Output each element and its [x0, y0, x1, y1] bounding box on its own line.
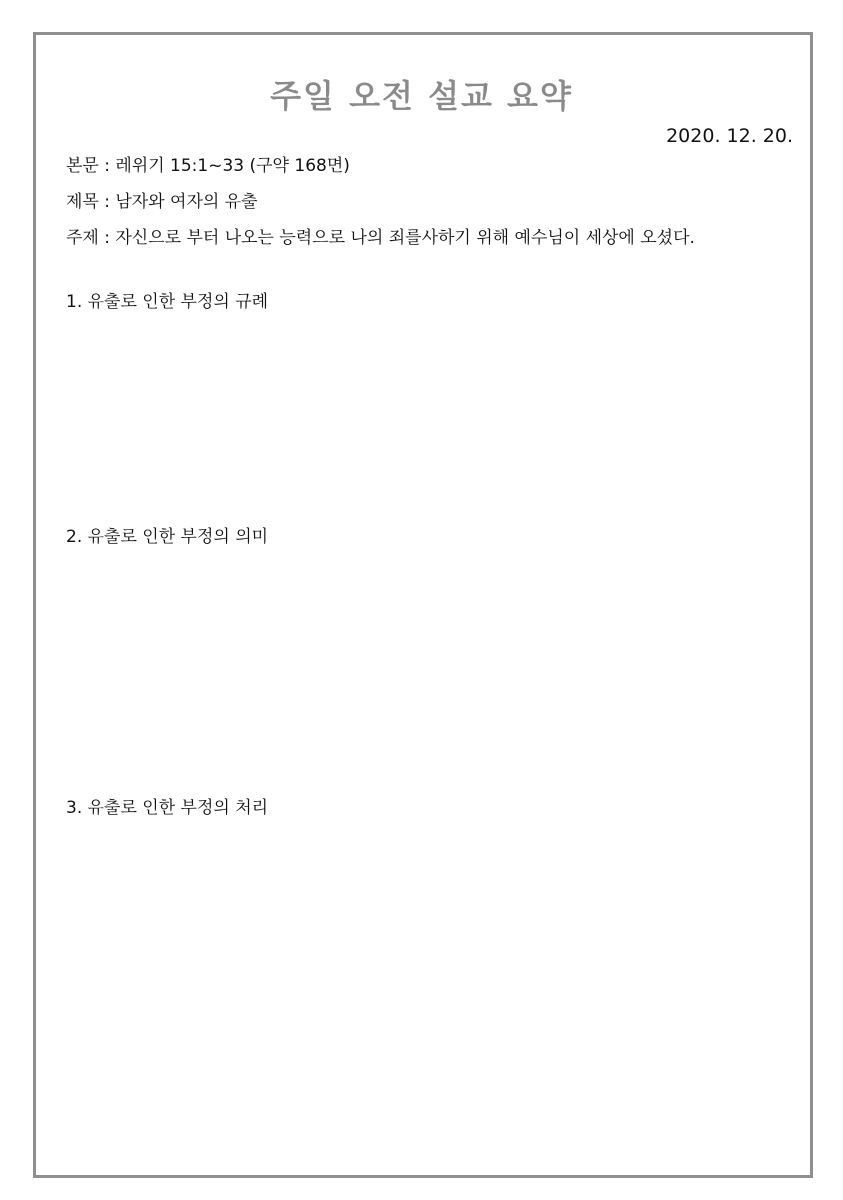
section-heading-2: 2. 유출로 인한 부정의 의미: [66, 527, 269, 547]
document-title: 주일 오전 설교 요약: [270, 77, 573, 115]
section-heading-3: 3. 유출로 인한 부정의 처리: [66, 798, 269, 818]
sermon-date: 2020. 12. 20.: [666, 125, 793, 147]
section-body-3[interactable]: [66, 826, 776, 1156]
section-body-1[interactable]: [66, 320, 776, 520]
sermon-theme: 주제 : 자신으로 부터 나오는 능력으로 나의 죄를사하기 위해 예수님이 세상에 오셨다.: [66, 228, 695, 248]
section-heading-1: 1. 유출로 인한 부정의 규례: [66, 292, 269, 312]
scripture-reference: 본문 : 레위기 15:1~33 (구약 168면): [66, 156, 350, 176]
sermon-title: 제목 : 남자와 여자의 유출: [66, 192, 258, 212]
section-body-2[interactable]: [66, 555, 776, 790]
